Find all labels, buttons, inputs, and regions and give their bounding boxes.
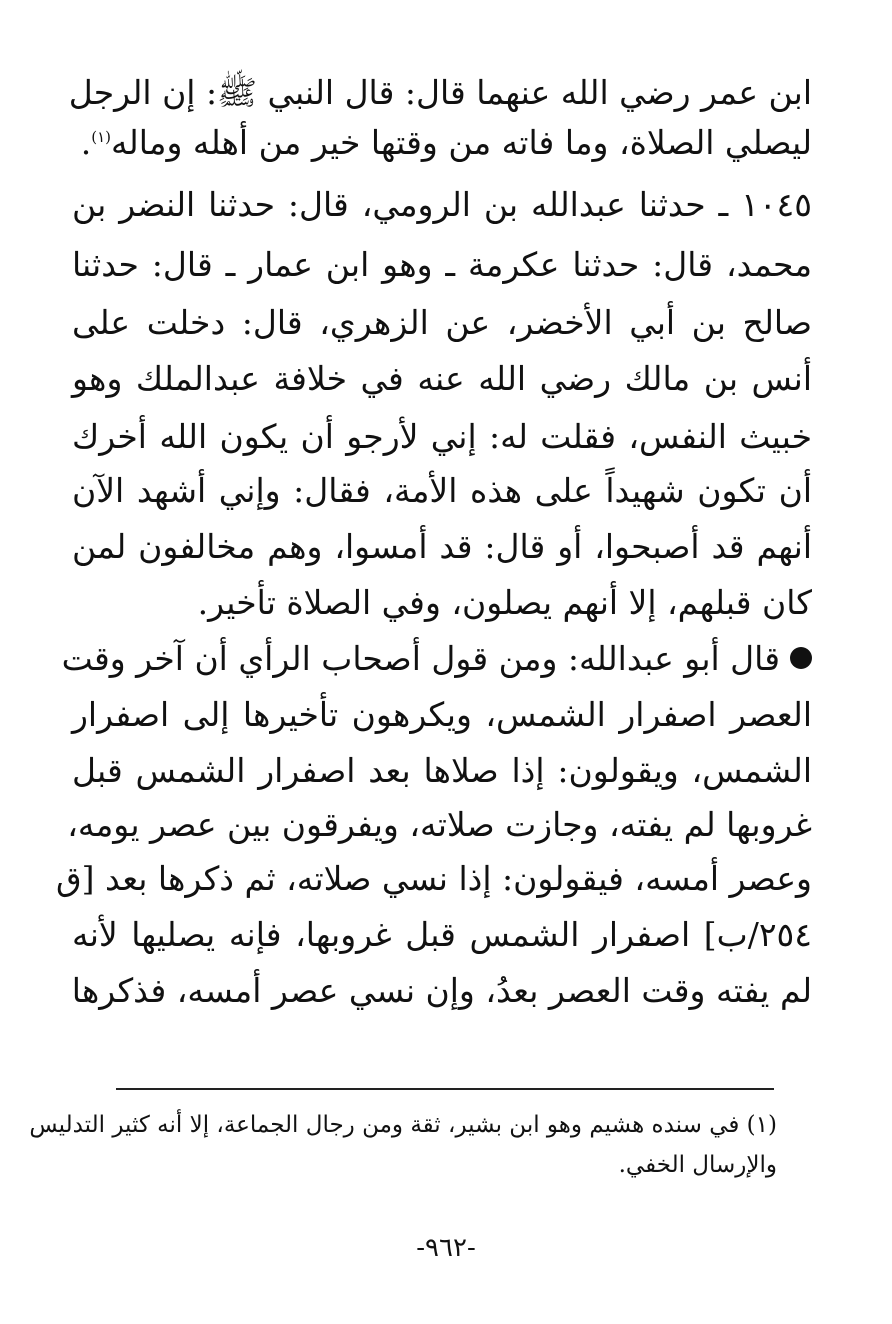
- body-line: كان قبلهم، إلا أنهم يصلون، وفي الصلاة تأخير.: [197, 583, 812, 622]
- footnote-separator: [116, 1088, 774, 1090]
- footnote-reference: (١): [91, 128, 111, 146]
- hadith-1045-first-line: ١٠٤٥ ـ حدثنا عبدالله بن الرومي، قال: حدثنا النضر بن: [72, 185, 812, 224]
- body-line: أنس بن مالك رضي الله عنه في خلافة عبدالملك وهو: [72, 359, 812, 398]
- page-number: -٩٦٢-: [416, 1233, 476, 1263]
- body-line: أنهم قد أصبحوا، أو قال: قد أمسوا، وهم مخالفون لمن: [72, 527, 812, 566]
- footnote-line: والإرسال الخفي.: [618, 1152, 777, 1178]
- bullet-icon: [790, 647, 812, 669]
- footnote-line: (١) في سنده هشيم وهو ابن بشير، ثقة ومن رجال الجماعة، إلا أنه كثير التدليس: [29, 1112, 777, 1138]
- body-line: خبيث النفس، فقلت له: إني لأرجو أن يكون الله أخرك: [72, 417, 812, 456]
- body-line: أن تكون شهيداً على هذه الأمة، فقال: وإني أشهد الآن: [72, 471, 812, 510]
- body-line: صالح بن أبي الأخضر، عن الزهري، قال: دخلت على: [72, 303, 812, 342]
- body-line: وعصر أمسه، فيقولون: إذا نسي صلاته، ثم ذكرها بعد [ق: [56, 859, 812, 898]
- body-line: ٢٥٤/ب] اصفرار الشمس قبل غروبها، فإنه يصليها لأنه: [72, 915, 812, 954]
- body-line: الشمس، ويقولون: إذا صلاها بعد اصفرار الشمس قبل: [72, 751, 812, 790]
- body-line: ليصلي الصلاة، وما فاته من وقتها خير من أهله وماله$^{(١)}$.: [80, 123, 812, 162]
- body-line: ابن عمر رضي الله عنهما قال: قال النبي ﷺ: إن الرجل: [68, 73, 812, 112]
- body-line: غروبها لم يفته، وجازت صلاته، ويفرقون بين عصر يومه،: [67, 805, 812, 844]
- body-line: العصر اصفرار الشمس، ويكرهون تأخيرها إلى اصفرار: [72, 695, 812, 734]
- commentary-first-line: قال أبو عبدالله: ومن قول أصحاب الرأي أن آخر وقت: [72, 634, 812, 684]
- body-line: لم يفته وقت العصر بعدُ، وإن نسي عصر أمسه، فذكرها: [71, 971, 812, 1010]
- body-line: محمد، قال: حدثنا عكرمة ـ وهو ابن عمار ـ قال: حدثنا: [72, 245, 812, 284]
